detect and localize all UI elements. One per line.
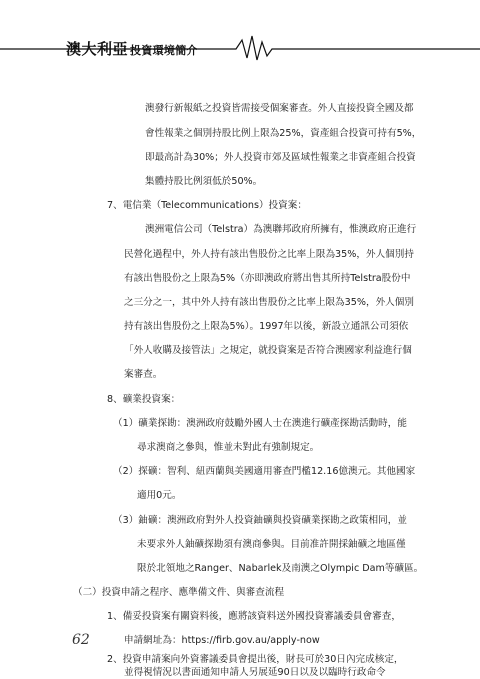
text-line: 民營化過程中，外人持有該出售股份之比率上限為35%，外人個別持 xyxy=(124,249,414,260)
text-line: 1、備妥投資案有關資料後，應將該資料送外國投資審議委員會審查， xyxy=(107,611,401,622)
section-heading: （二）投資申請之程序、應準備文件、與審查流程 xyxy=(73,587,285,598)
header-title-sub: 投資環境簡介 xyxy=(130,44,198,57)
text-line: 之三分之一，其中外人持有該出售股份之比率上限為35%，外人個別 xyxy=(124,297,414,308)
header-title-main: 澳大利亞 xyxy=(66,40,129,58)
page-header xyxy=(0,0,480,70)
text-line: 並得視情況以書面通知申請人另展延90日以及以臨時行政命令 xyxy=(124,667,386,678)
text-line: 案審查。 xyxy=(124,369,163,380)
text-line: 限於北領地之Ranger、Nabarlek及南澳之Olympic Dam等礦區。 xyxy=(137,563,424,574)
text-line: 澳洲電信公司（Telstra）為澳聯邦政府所擁有，惟澳政府正進行 xyxy=(145,224,417,235)
header-title xyxy=(66,38,198,59)
text-line: （3）鈾礦：澳洲政府對外人投資鈾礦與投資礦業探勘之政策相同，並 xyxy=(113,515,407,526)
text-line: 會性報業之個別持股比例上限為25%，資產組合投資可持有5%， xyxy=(145,128,422,139)
text-line: 即最高計為30%；外人投資市郊及區域性報業之非資產組合投資 xyxy=(145,152,416,163)
text-line: 適用0元。 xyxy=(137,490,182,501)
section-heading: 7、電信業（Telecommunications）投資案： xyxy=(107,200,307,211)
text-line: （2）探礦：智利、紐西蘭與美國適用審查門檻12.16億澳元。其他國家 xyxy=(113,466,416,477)
text-line: 集體持股比例須低於50%。 xyxy=(145,176,263,187)
section-heading: 8、礦業投資案： xyxy=(107,394,181,405)
text-line: 持有該出售股份之上限為5%）。1997年以後，新設立通訊公司須依 xyxy=(124,321,409,332)
text-line: 2、投資申請案向外資審議委員會提出後，財長可於30日內完成核定， xyxy=(107,654,404,665)
text-line: 有該出售股份之上限為5%（亦即澳政府將出售其所持Telstra股份中 xyxy=(124,273,411,284)
text-line: 申請網址為：https://firb.gov.au/apply-now xyxy=(124,635,320,646)
text-line: 澳發行新報紙之投資皆需接受個案審查。外人直接投資全國及都 xyxy=(145,103,414,114)
page-number: 62 xyxy=(72,632,90,648)
text-line: 未要求外人鈾礦探勘須有澳商參與。目前准許開採鈾礦之地區僅 xyxy=(137,539,406,550)
text-line: 「外人收購及接管法」之規定，就投資案是否符合澳國家利益進行個 xyxy=(124,345,412,356)
text-line: （1）礦業探勘：澳洲政府鼓勵外國人士在澳進行礦產探勘活動時，能 xyxy=(113,418,407,429)
text-line: 尋求澳商之參與，惟並未對此有強制規定。 xyxy=(137,442,320,453)
